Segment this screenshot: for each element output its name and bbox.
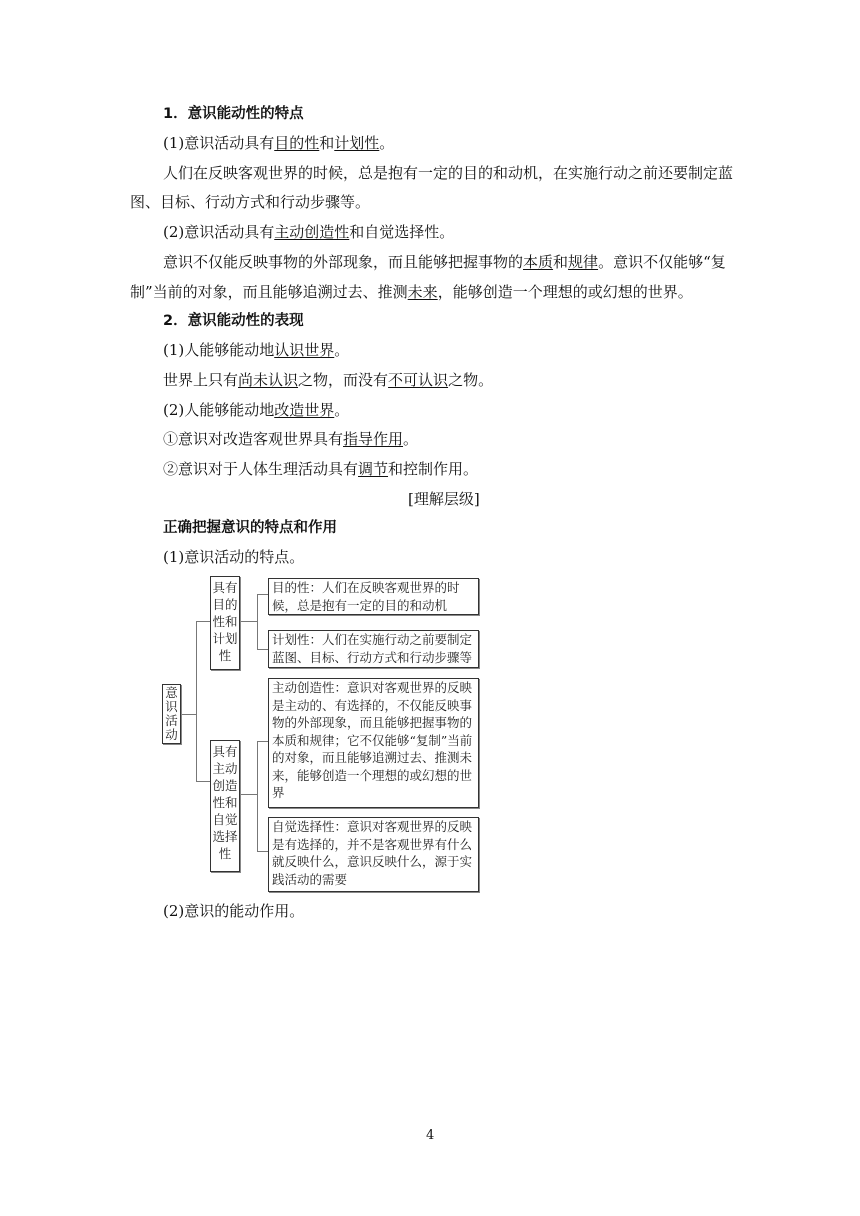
- section1-paragraph-3: (2)意识活动具有主动创造性和自觉选择性。: [163, 223, 455, 241]
- section1-paragraph-4-line-1: 意识不仅能反映事物的外部现象，而且能够把握事物的本质和规律。意识不仅能够“复: [163, 253, 726, 271]
- section1-paragraph-1: (1)意识活动具有目的性和计划性。: [163, 134, 395, 152]
- section1-paragraph-2-line-1: 人们在反映客观世界的时候，总是抱有一定的目的和动机，在实施行动之前还要制定蓝: [163, 164, 734, 182]
- underlined-term: 调节: [358, 460, 389, 478]
- underlined-term: 未来: [407, 283, 438, 301]
- connector: [196, 781, 210, 782]
- connector: [257, 594, 268, 595]
- section3-paragraph-2: (2)意识的能动作用。: [163, 902, 305, 920]
- connector: [196, 621, 210, 622]
- section2-paragraph-1: (1)人能够能动地认识世界。: [163, 341, 350, 359]
- underlined-term: 指导作用: [343, 430, 404, 448]
- connector: [182, 714, 196, 715]
- section2-paragraph-2: 世界上只有尚未认识之物，而没有不可认识之物。: [163, 371, 494, 389]
- section2-heading: 2．意识能动性的表现: [163, 313, 304, 329]
- connector: [257, 649, 268, 650]
- branch1-label-box: 具有目的性和计划性: [210, 576, 240, 670]
- section3-paragraph-1: (1)意识活动的特点。: [163, 548, 305, 566]
- section2-paragraph-4: ①意识对改造客观世界具有指导作用。: [163, 430, 419, 448]
- section1-paragraph-4-line-2: 制”当前的对象，而且能够追溯过去、推测未来，能够创造一个理想的或幻想的世界。: [130, 283, 693, 301]
- branch2-label-box: 具有主动创造性和自觉选择性: [210, 740, 240, 872]
- underlined-term: 主动创造性: [274, 223, 350, 241]
- underlined-term: 计划性: [334, 134, 380, 152]
- section2-paragraph-3: (2)人能够能动地改造世界。: [163, 401, 350, 419]
- connector: [257, 851, 268, 852]
- connector: [196, 621, 197, 781]
- underlined-term: 目的性: [274, 134, 320, 152]
- connector: [257, 741, 258, 851]
- underlined-term: 本质: [523, 253, 554, 271]
- section3-heading: 正确把握意识的特点和作用: [163, 520, 337, 536]
- connector: [257, 741, 268, 742]
- connector: [241, 621, 257, 622]
- page-number: 4: [426, 1128, 435, 1143]
- section1-heading: 1．意识能动性的特点: [163, 106, 304, 122]
- connector: [241, 794, 257, 795]
- branch1-item-purposefulness: 目的性：人们在反映客观世界的时候，总是抱有一定的目的和动机: [268, 578, 479, 615]
- branch1-item-planning: 计划性：人们在实施行动之前要制定蓝图、目标、行动方式和行动步骤等: [268, 630, 479, 668]
- underlined-term: 不可认识: [388, 371, 449, 389]
- section1-paragraph-2-line-2: 图、目标、行动方式和行动步骤等。: [130, 193, 371, 211]
- branch2-item-creativity: 主动创造性：意识对客观世界的反映是主动的、有选择的，不仅能反映事物的外部现象，而且能够把握事物的本质和规律；它不仅能够“复制”当前的对象，而且能够追溯过去、推测未来，能够创造一个理想的或幻想的世界: [268, 678, 479, 808]
- underlined-term: 规律: [568, 253, 599, 271]
- underlined-term: 认识世界: [274, 341, 335, 359]
- section2-paragraph-5: ②意识对于人体生理活动具有调节和控制作用。: [163, 460, 479, 478]
- underlined-term: 尚未认识: [238, 371, 299, 389]
- underlined-term: 改造世界: [274, 401, 335, 419]
- diagram-root-box: 意识活动: [162, 684, 181, 744]
- consciousness-activity-diagram: [160, 574, 482, 894]
- level-tag: [理解层级]: [408, 490, 480, 508]
- connector: [257, 594, 258, 649]
- branch2-item-selectivity: 自觉选择性：意识对客观世界的反映是有选择的，并不是客观世界有什么就反映什么，意识反映什么，源于实践活动的需要: [268, 817, 479, 892]
